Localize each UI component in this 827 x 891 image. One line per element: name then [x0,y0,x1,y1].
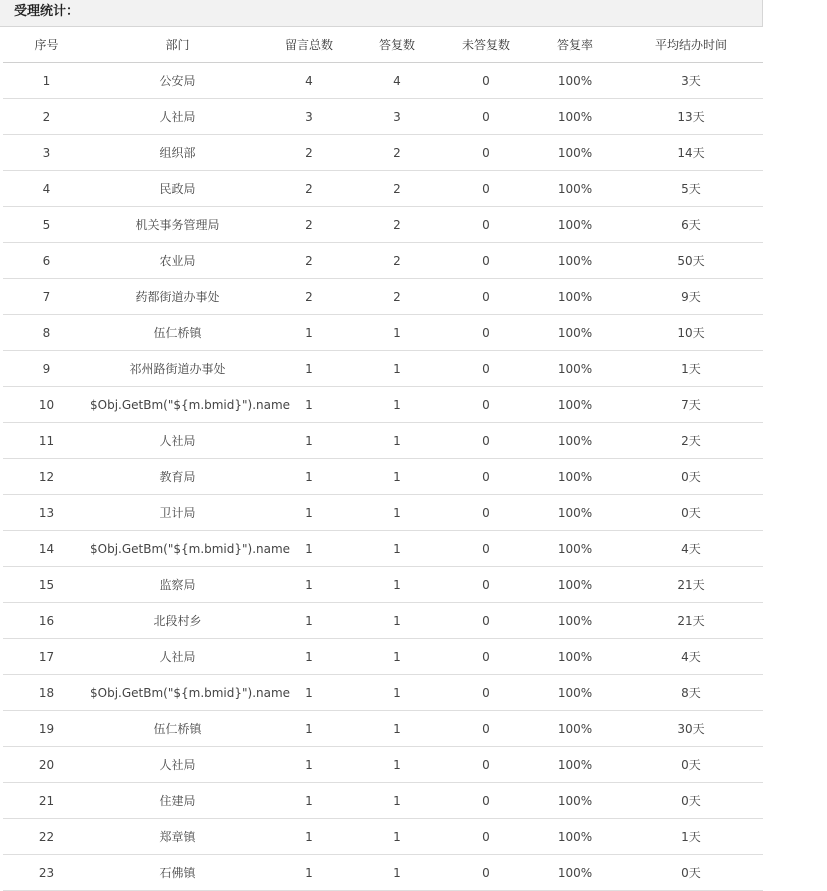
cell-unreplied: 0 [441,171,531,207]
cell-avg-time: 8天 [619,675,763,711]
cell-department: 教育局 [90,459,265,495]
cell-unreplied: 0 [441,783,531,819]
cell-total-messages: 2 [265,279,353,315]
col-header-reply-rate: 答复率 [531,27,619,63]
cell-total-messages: 1 [265,855,353,891]
cell-index: 1 [3,63,90,99]
cell-department: $Obj.GetBm("${m.bmid}").name [90,675,265,711]
table-row [3,387,763,423]
cell-reply-rate: 100% [531,279,619,315]
cell-department: 农业局 [90,243,265,279]
cell-department: 人社局 [90,747,265,783]
col-header-unreplied: 未答复数 [441,27,531,63]
cell-reply-rate: 100% [531,495,619,531]
cell-reply-rate: 100% [531,243,619,279]
cell-avg-time: 0天 [619,459,763,495]
cell-avg-time: 1天 [619,351,763,387]
table-row [3,639,763,675]
table-row [3,747,763,783]
cell-department: $Obj.GetBm("${m.bmid}").name [90,531,265,567]
cell-department: 组织部 [90,135,265,171]
cell-total-messages: 1 [265,531,353,567]
cell-total-messages: 1 [265,315,353,351]
col-header-avg-time: 平均结办时间 [619,27,763,63]
cell-reply-rate: 100% [531,351,619,387]
cell-replied: 1 [353,531,441,567]
cell-unreplied: 0 [441,351,531,387]
cell-reply-rate: 100% [531,423,619,459]
cell-total-messages: 1 [265,459,353,495]
table-row [3,99,763,135]
cell-total-messages: 1 [265,711,353,747]
cell-replied: 1 [353,783,441,819]
cell-total-messages: 1 [265,819,353,855]
cell-index: 16 [3,603,90,639]
cell-reply-rate: 100% [531,819,619,855]
cell-index: 17 [3,639,90,675]
cell-unreplied: 0 [441,387,531,423]
cell-unreplied: 0 [441,747,531,783]
cell-reply-rate: 100% [531,675,619,711]
cell-reply-rate: 100% [531,603,619,639]
cell-index: 5 [3,207,90,243]
cell-reply-rate: 100% [531,711,619,747]
table-row [3,495,763,531]
table-row [3,531,763,567]
cell-index: 6 [3,243,90,279]
cell-total-messages: 2 [265,171,353,207]
cell-reply-rate: 100% [531,387,619,423]
cell-replied: 1 [353,747,441,783]
cell-avg-time: 4天 [619,531,763,567]
cell-avg-time: 14天 [619,135,763,171]
cell-total-messages: 4 [265,63,353,99]
cell-unreplied: 0 [441,567,531,603]
cell-replied: 2 [353,207,441,243]
table-row [3,819,763,855]
table-row [3,135,763,171]
cell-department: 人社局 [90,423,265,459]
cell-index: 9 [3,351,90,387]
cell-avg-time: 2天 [619,423,763,459]
cell-index: 12 [3,459,90,495]
cell-reply-rate: 100% [531,459,619,495]
cell-avg-time: 21天 [619,567,763,603]
table-row [3,279,763,315]
cell-avg-time: 7天 [619,387,763,423]
cell-index: 3 [3,135,90,171]
cell-replied: 2 [353,279,441,315]
cell-index: 22 [3,819,90,855]
cell-unreplied: 0 [441,315,531,351]
col-header-index: 序号 [3,27,90,63]
cell-replied: 1 [353,459,441,495]
cell-department: 伍仁桥镇 [90,711,265,747]
col-header-replied: 答复数 [353,27,441,63]
cell-department: 人社局 [90,639,265,675]
cell-index: 4 [3,171,90,207]
cell-total-messages: 1 [265,747,353,783]
table-row [3,315,763,351]
cell-avg-time: 9天 [619,279,763,315]
cell-unreplied: 0 [441,99,531,135]
table-row [3,675,763,711]
table-row [3,171,763,207]
cell-replied: 1 [353,819,441,855]
cell-avg-time: 1天 [619,819,763,855]
cell-unreplied: 0 [441,279,531,315]
cell-replied: 3 [353,99,441,135]
cell-department: 北段村乡 [90,603,265,639]
cell-total-messages: 2 [265,243,353,279]
cell-unreplied: 0 [441,819,531,855]
cell-unreplied: 0 [441,639,531,675]
cell-total-messages: 1 [265,423,353,459]
cell-avg-time: 3天 [619,63,763,99]
cell-total-messages: 1 [265,603,353,639]
table-body [3,63,763,891]
cell-replied: 1 [353,351,441,387]
cell-replied: 2 [353,135,441,171]
cell-reply-rate: 100% [531,639,619,675]
cell-unreplied: 0 [441,243,531,279]
cell-avg-time: 0天 [619,747,763,783]
cell-replied: 2 [353,243,441,279]
cell-index: 2 [3,99,90,135]
cell-index: 23 [3,855,90,891]
cell-reply-rate: 100% [531,531,619,567]
table-row [3,63,763,99]
cell-avg-time: 21天 [619,603,763,639]
cell-unreplied: 0 [441,675,531,711]
cell-department: 机关事务管理局 [90,207,265,243]
cell-replied: 4 [353,63,441,99]
cell-total-messages: 1 [265,495,353,531]
cell-total-messages: 2 [265,207,353,243]
cell-reply-rate: 100% [531,207,619,243]
cell-unreplied: 0 [441,63,531,99]
col-header-department: 部门 [90,27,265,63]
cell-avg-time: 4天 [619,639,763,675]
cell-reply-rate: 100% [531,747,619,783]
cell-unreplied: 0 [441,855,531,891]
cell-replied: 2 [353,171,441,207]
cell-avg-time: 0天 [619,783,763,819]
table-row [3,243,763,279]
cell-index: 18 [3,675,90,711]
cell-replied: 1 [353,315,441,351]
cell-replied: 1 [353,495,441,531]
cell-total-messages: 1 [265,387,353,423]
cell-department: 公安局 [90,63,265,99]
table-row [3,459,763,495]
cell-unreplied: 0 [441,531,531,567]
cell-replied: 1 [353,711,441,747]
cell-reply-rate: 100% [531,171,619,207]
table-row [3,855,763,891]
cell-avg-time: 0天 [619,855,763,891]
cell-total-messages: 3 [265,99,353,135]
cell-total-messages: 1 [265,783,353,819]
table-row [3,567,763,603]
cell-index: 15 [3,567,90,603]
cell-reply-rate: 100% [531,135,619,171]
cell-total-messages: 1 [265,351,353,387]
cell-unreplied: 0 [441,459,531,495]
table-row [3,711,763,747]
cell-replied: 1 [353,567,441,603]
cell-reply-rate: 100% [531,315,619,351]
cell-department: 石佛镇 [90,855,265,891]
table-row [3,351,763,387]
table-row [3,783,763,819]
cell-reply-rate: 100% [531,99,619,135]
cell-unreplied: 0 [441,135,531,171]
cell-index: 20 [3,747,90,783]
cell-index: 8 [3,315,90,351]
cell-department: 住建局 [90,783,265,819]
cell-reply-rate: 100% [531,63,619,99]
col-header-total-messages: 留言总数 [265,27,353,63]
cell-index: 14 [3,531,90,567]
cell-avg-time: 5天 [619,171,763,207]
table-header-row [3,27,763,63]
cell-unreplied: 0 [441,423,531,459]
cell-replied: 1 [353,423,441,459]
cell-unreplied: 0 [441,207,531,243]
cell-replied: 1 [353,855,441,891]
cell-total-messages: 1 [265,639,353,675]
cell-index: 13 [3,495,90,531]
cell-avg-time: 6天 [619,207,763,243]
cell-department: 郑章镇 [90,819,265,855]
cell-index: 10 [3,387,90,423]
cell-reply-rate: 100% [531,855,619,891]
cell-replied: 1 [353,639,441,675]
cell-department: 监察局 [90,567,265,603]
cell-department: 人社局 [90,99,265,135]
cell-department: 祁州路街道办事处 [90,351,265,387]
cell-total-messages: 1 [265,567,353,603]
cell-avg-time: 10天 [619,315,763,351]
cell-reply-rate: 100% [531,567,619,603]
cell-index: 19 [3,711,90,747]
stats-table [3,27,763,891]
cell-avg-time: 13天 [619,99,763,135]
cell-total-messages: 1 [265,675,353,711]
cell-avg-time: 50天 [619,243,763,279]
cell-index: 7 [3,279,90,315]
cell-avg-time: 30天 [619,711,763,747]
cell-department: 伍仁桥镇 [90,315,265,351]
cell-department: $Obj.GetBm("${m.bmid}").name [90,387,265,423]
cell-replied: 1 [353,387,441,423]
table-row [3,423,763,459]
cell-replied: 1 [353,675,441,711]
cell-reply-rate: 100% [531,783,619,819]
cell-unreplied: 0 [441,495,531,531]
cell-replied: 1 [353,603,441,639]
cell-department: 民政局 [90,171,265,207]
cell-department: 卫计局 [90,495,265,531]
cell-total-messages: 2 [265,135,353,171]
cell-unreplied: 0 [441,711,531,747]
cell-avg-time: 0天 [619,495,763,531]
cell-department: 药都街道办事处 [90,279,265,315]
panel-title: 受理统计： [0,0,763,27]
table-row [3,207,763,243]
table-row [3,603,763,639]
cell-index: 11 [3,423,90,459]
cell-index: 21 [3,783,90,819]
cell-unreplied: 0 [441,603,531,639]
